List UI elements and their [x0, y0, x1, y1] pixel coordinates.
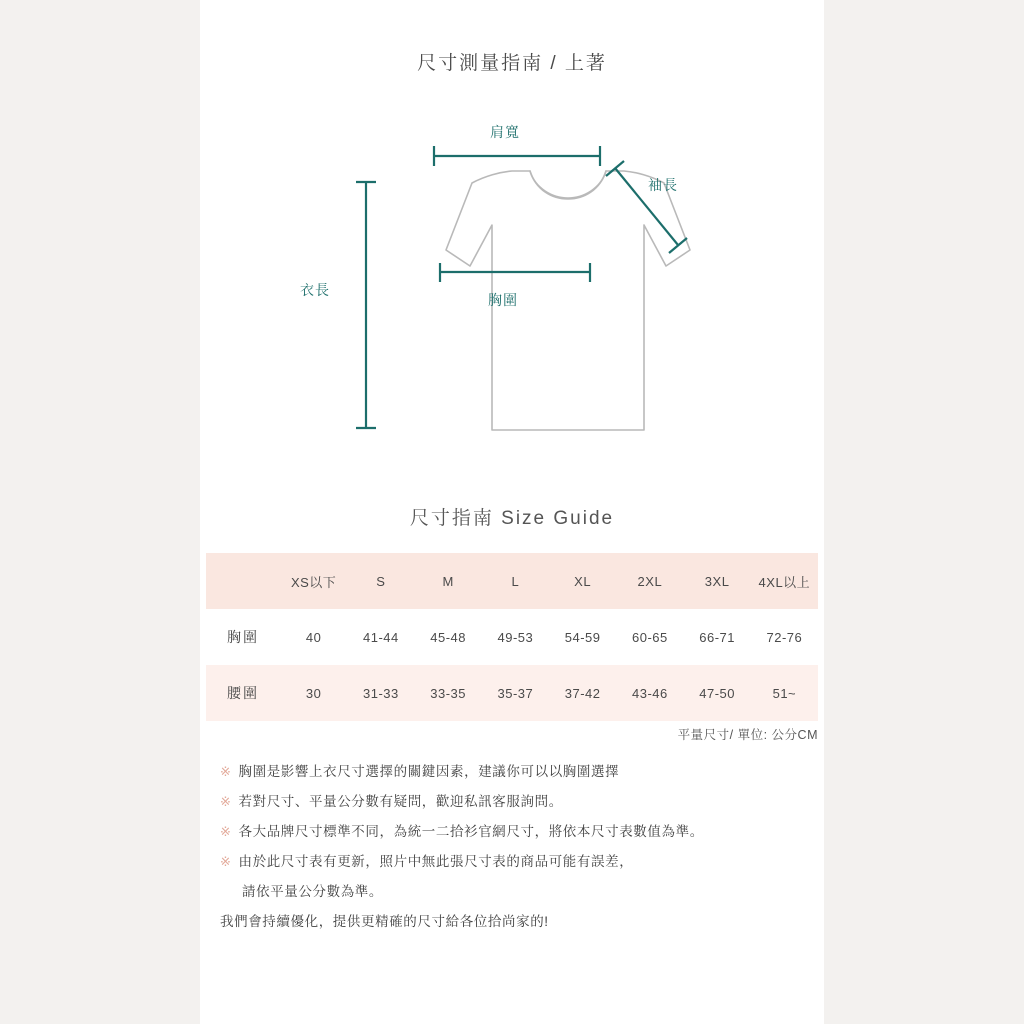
note-mark-icon: ※: [220, 794, 232, 809]
table-header-s: S: [376, 573, 386, 589]
note-text: 各大品牌尺寸標準不同，為統一二拾衫官網尺寸，將依本尺寸表數值為準。: [238, 824, 704, 839]
table-header-m: M: [442, 573, 454, 589]
note-item: [220, 817, 820, 847]
cell-bust-xs: 40: [305, 629, 322, 645]
row-label-waist: 腰圍: [227, 685, 259, 701]
length-measure-line: [356, 182, 376, 428]
cell-waist-s: 31-33: [363, 685, 399, 701]
page-title-text: 尺寸測量指南 / 上著: [417, 53, 607, 74]
note-mark-icon: ※: [220, 854, 232, 869]
tshirt-diagram-svg: [200, 100, 824, 470]
size-table-body: [206, 609, 818, 721]
size-table-head: [206, 553, 818, 609]
cell-bust-xl: 54-59: [564, 629, 601, 645]
row-label-bust: 胸圍: [227, 629, 259, 645]
size-chart-page: [200, 0, 824, 1024]
cell-waist-xs: 30: [305, 685, 322, 701]
table-corner-cell: [206, 553, 280, 609]
note-text: 胸圍是影響上衣尺寸選擇的關鍵因素，建議你可以以胸圍選擇: [238, 764, 620, 779]
table-header-l: L: [511, 573, 520, 589]
cell-bust-l: 49-53: [497, 629, 534, 645]
note-mark-icon: ※: [220, 824, 232, 839]
table-header-xs: XS以下: [290, 574, 337, 590]
note-text: 我們會持續優化，提供更精確的尺寸給各位拾尚家的!: [220, 914, 549, 929]
note-text: 由於此尺寸表有更新，照片中無此張尺寸表的商品可能有誤差，: [238, 854, 634, 869]
page-title: [200, 46, 824, 79]
note-mark-icon: ※: [220, 764, 232, 779]
tshirt-outline: [446, 171, 690, 430]
cell-waist-3xl: 47-50: [699, 685, 735, 701]
table-header-3xl: 3XL: [704, 573, 730, 589]
cell-bust-m: 45-48: [430, 629, 466, 645]
cell-bust-2xl: 60-65: [632, 629, 668, 645]
table-header-4xl: 4XL以上: [758, 574, 811, 590]
note-item-continuation: [220, 877, 820, 907]
shoulder-label: 肩寬: [490, 124, 520, 140]
cell-waist-m: 33-35: [430, 685, 466, 701]
shoulder-measure-line: [434, 146, 600, 166]
page-title-highlight: [403, 46, 621, 79]
unit-note: 平量尺寸/ 單位: 公分CM: [677, 728, 818, 742]
cell-waist-l: 35-37: [497, 685, 534, 701]
size-guide-heading: 尺寸指南 Size Guide: [409, 508, 615, 529]
table-header-2xl: 2XL: [637, 573, 663, 589]
note-item-closing: [220, 907, 820, 937]
cell-bust-s: 41-44: [363, 629, 399, 645]
cell-bust-3xl: 66-71: [699, 629, 735, 645]
note-text: 若對尺寸、平量公分數有疑問，歡迎私訊客服詢問。: [238, 794, 563, 809]
cell-waist-2xl: 43-46: [632, 685, 668, 701]
cell-waist-xl: 37-42: [564, 685, 601, 701]
garment-measurement-diagram: [200, 100, 824, 470]
note-text: 請依平量公分數為準。: [242, 884, 383, 899]
note-item: [220, 757, 820, 787]
table-header-row: [206, 553, 818, 609]
note-item: [220, 847, 820, 877]
note-item: [220, 787, 820, 817]
bust-label: 胸圍: [488, 292, 518, 308]
bust-measure-line: [440, 263, 590, 282]
sleeve-label: 袖長: [648, 177, 678, 193]
cell-waist-4xl: 51~: [772, 685, 797, 701]
table-row: [206, 609, 818, 665]
table-row: [206, 665, 818, 721]
cell-bust-4xl: 72-76: [766, 629, 803, 645]
size-table: [206, 553, 818, 721]
length-label: 衣長: [300, 282, 330, 298]
notes-list: [220, 757, 820, 937]
table-header-xl: XL: [574, 573, 592, 589]
